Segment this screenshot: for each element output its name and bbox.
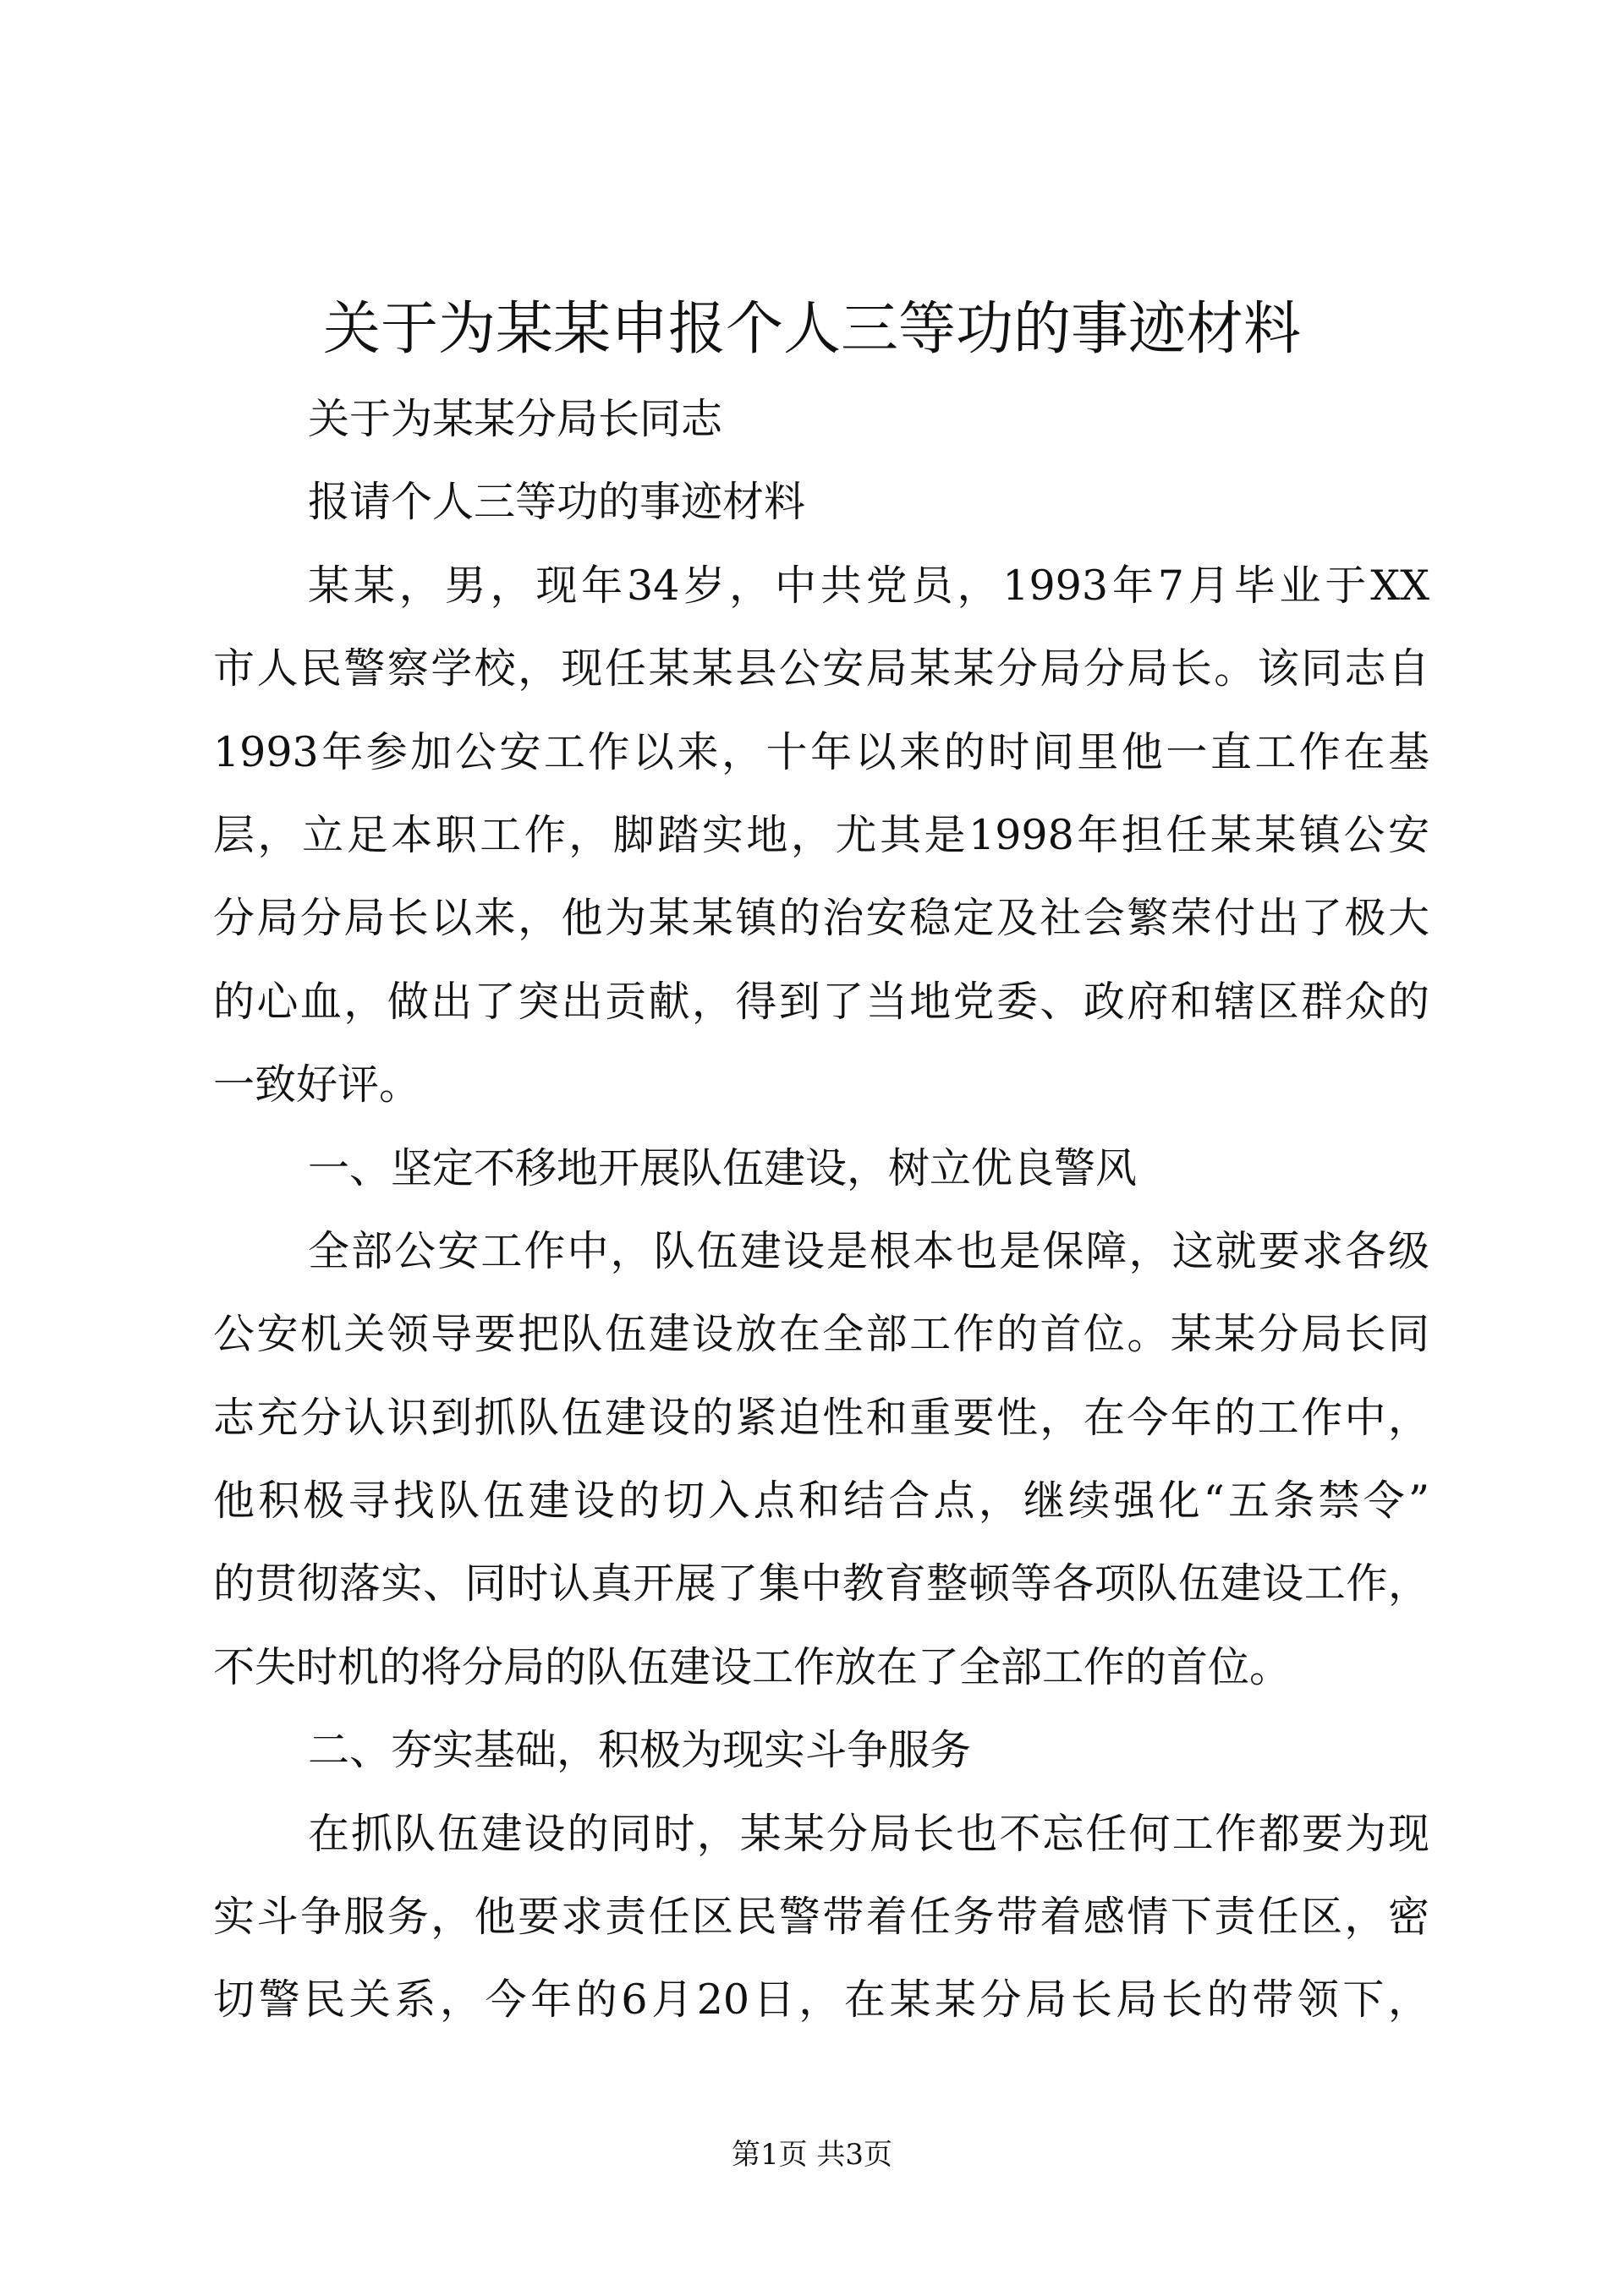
- text-line: 报请个人三等功的事迹材料: [308, 478, 806, 527]
- text-line: 一、坚定不移地开展队伍建设，树立优良警风: [308, 1143, 1138, 1192]
- text-line: 一致好评。: [213, 1060, 421, 1110]
- document-title: 关于为某某申报个人三等功的事迹材料: [322, 296, 1301, 363]
- text-line: 公安机关领导要把队伍建设放在全部工作的首位。某某分局长同: [213, 1310, 1429, 1359]
- text-line: 切警民关系，今年的6月20日，在某某分局长局长的带领下，: [213, 1975, 1429, 2025]
- text-line: 分局分局长以来，他为某某镇的治安稳定及社会繁荣付出了极大: [213, 894, 1429, 943]
- text-line: 二、夯实基础，积极为现实斗争服务: [308, 1726, 972, 1775]
- text-line: 关于为某某分局长同志: [308, 395, 723, 443]
- text-line: 全部公安工作中，队伍建设是根本也是保障，这就要求各级: [308, 1226, 1429, 1275]
- page-number: 第1页 共3页: [731, 2138, 893, 2172]
- text-line: 的贯彻落实、同时认真开展了集中教育整顿等各项队伍建设工作，: [213, 1559, 1429, 1608]
- text-line: 不失时机的将分局的队伍建设工作放在了全部工作的首位。: [213, 1642, 1292, 1691]
- text-line: 实斗争服务，他要求责任区民警带着任务带着感情下责任区，密: [213, 1893, 1429, 1942]
- text-line: 某某，男，现年34岁，中共党员，1993年7月毕业于XX: [308, 561, 1429, 610]
- document-body: [213, 378, 1429, 2042]
- text-line: 在抓队伍建设的同时，某某分局长也不忘任何工作都要为现: [308, 1809, 1429, 1858]
- text-line: 1993年参加公安工作以来，十年以来的时间里他一直工作在基: [213, 727, 1429, 776]
- text-line: 他积极寻找队伍建设的切入点和结合点，继续强化“五条禁令”: [213, 1477, 1429, 1526]
- text-line: 层，立足本职工作，脚踏实地，尤其是1998年担任某某镇公安: [213, 810, 1429, 859]
- text-line: 志充分认识到抓队伍建设的紧迫性和重要性，在今年的工作中，: [213, 1393, 1429, 1442]
- text-line: 的心血，做出了突出贡献，得到了当地党委、政府和辖区群众的: [213, 977, 1429, 1026]
- text-line: 市人民警察学校，现任某某县公安局某某分局分局长。该同志自: [213, 644, 1429, 693]
